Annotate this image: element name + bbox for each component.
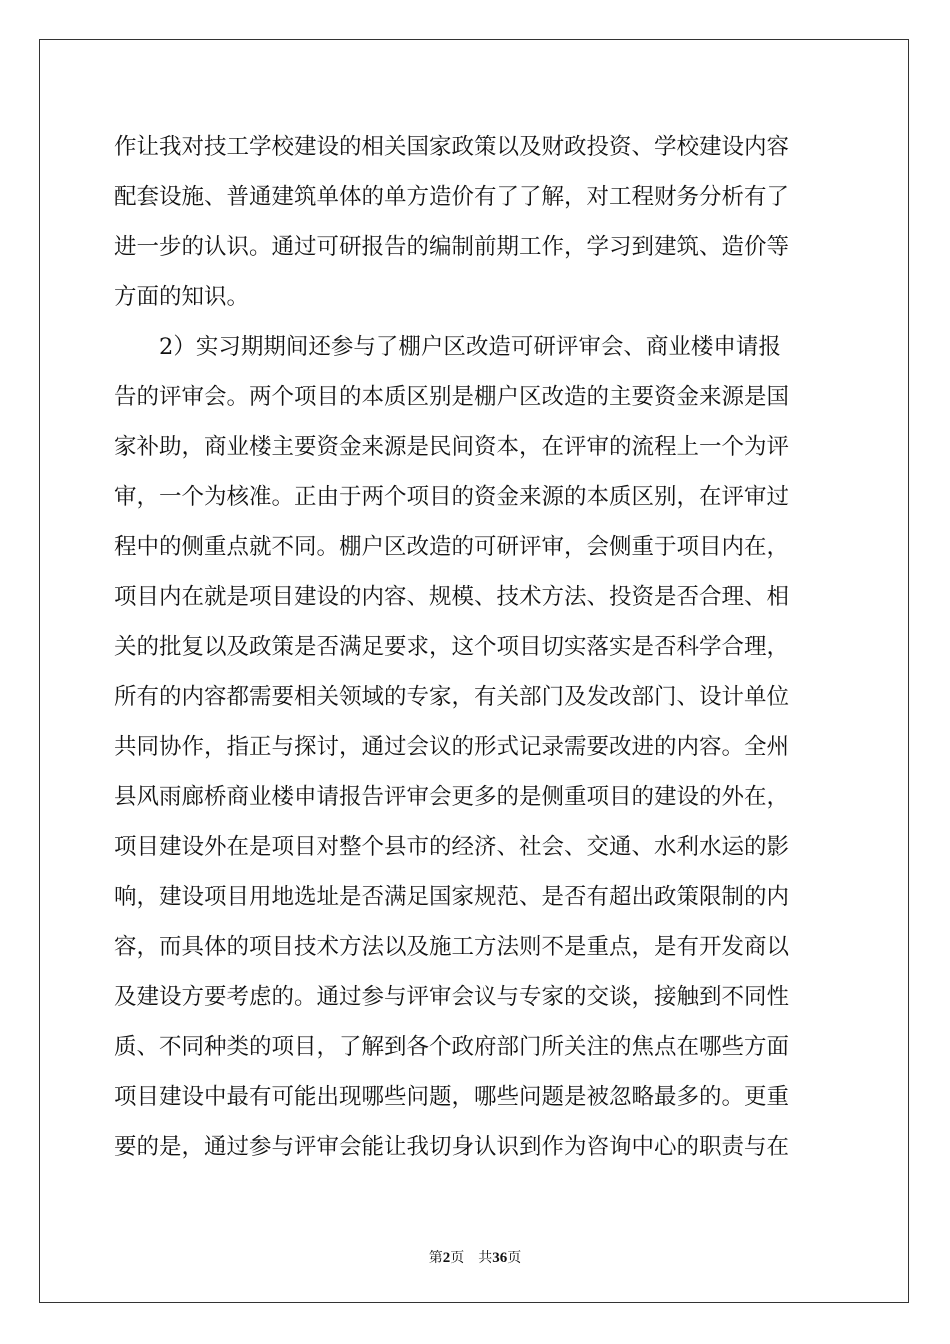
text-line: 项目建设外在是项目对整个县市的经济、社会、交通、水利水运的影 (114, 834, 790, 860)
text-line: 及建设方要考虑的。通过参与评审会议与专家的交谈，接触到不同性 (114, 984, 790, 1010)
paragraph-start-line: 2）实习期期间还参与了棚户区改造可研评审会、商业楼申请报 (114, 334, 781, 360)
text-line: 进一步的认识。通过可研报告的编制前期工作，学习到建筑、造价等 (114, 234, 790, 260)
text-line: 项目内在就是项目建设的内容、规模、技术方法、投资是否合理、相 (114, 584, 790, 610)
text-line: 所有的内容都需要相关领域的专家，有关部门及发改部门、设计单位 (114, 684, 790, 710)
text-line: 县风雨廊桥商业楼申请报告评审会更多的是侧重项目的建设的外在， (114, 784, 790, 810)
text-line: 项目建设中最有可能出现哪些问题，哪些问题是被忽略最多的。更重 (114, 1084, 790, 1110)
page-suffix: 页 (450, 1250, 465, 1266)
page-footer (0, 1247, 950, 1267)
text-line: 共同协作，指正与探讨，通过会议的形式记录需要改进的内容。全州 (114, 734, 790, 760)
text-line: 响，建设项目用地选址是否满足国家规范、是否有超出政策限制的内 (114, 884, 790, 910)
total-pages: 36 (492, 1250, 508, 1266)
total-suffix: 页 (507, 1250, 522, 1266)
text-line: 家补助，商业楼主要资金来源是民间资本，在评审的流程上一个为评 (114, 434, 790, 460)
page-prefix: 第 (428, 1250, 443, 1266)
text-line: 作让我对技工学校建设的相关国家政策以及财政投资、学校建设内容 (114, 134, 790, 160)
text-line: 方面的知识。 (114, 284, 250, 310)
total-prefix: 共 (478, 1250, 493, 1266)
text-line: 要的是，通过参与评审会能让我切身认识到作为咨询中心的职责与在 (114, 1134, 790, 1160)
text-line: 程中的侧重点就不同。棚户区改造的可研评审，会侧重于项目内在， (114, 534, 790, 560)
text-line: 配套设施、普通建筑单体的单方造价有了了解，对工程财务分析有了 (114, 184, 790, 210)
page-number: 2 (442, 1250, 451, 1266)
text-line: 容，而具体的项目技术方法以及施工方法则不是重点，是有开发商以 (114, 934, 790, 960)
text-line: 告的评审会。两个项目的本质区别是棚户区改造的主要资金来源是国 (114, 384, 790, 410)
text-line: 审，一个为核准。正由于两个项目的资金来源的本质区别，在评审过 (114, 484, 790, 510)
text-line: 关的批复以及政策是否满足要求，这个项目切实落实是否科学合理， (114, 634, 790, 660)
body-text (114, 122, 836, 1172)
text-line: 质、不同种类的项目，了解到各个政府部门所关注的焦点在哪些方面 (114, 1034, 790, 1060)
